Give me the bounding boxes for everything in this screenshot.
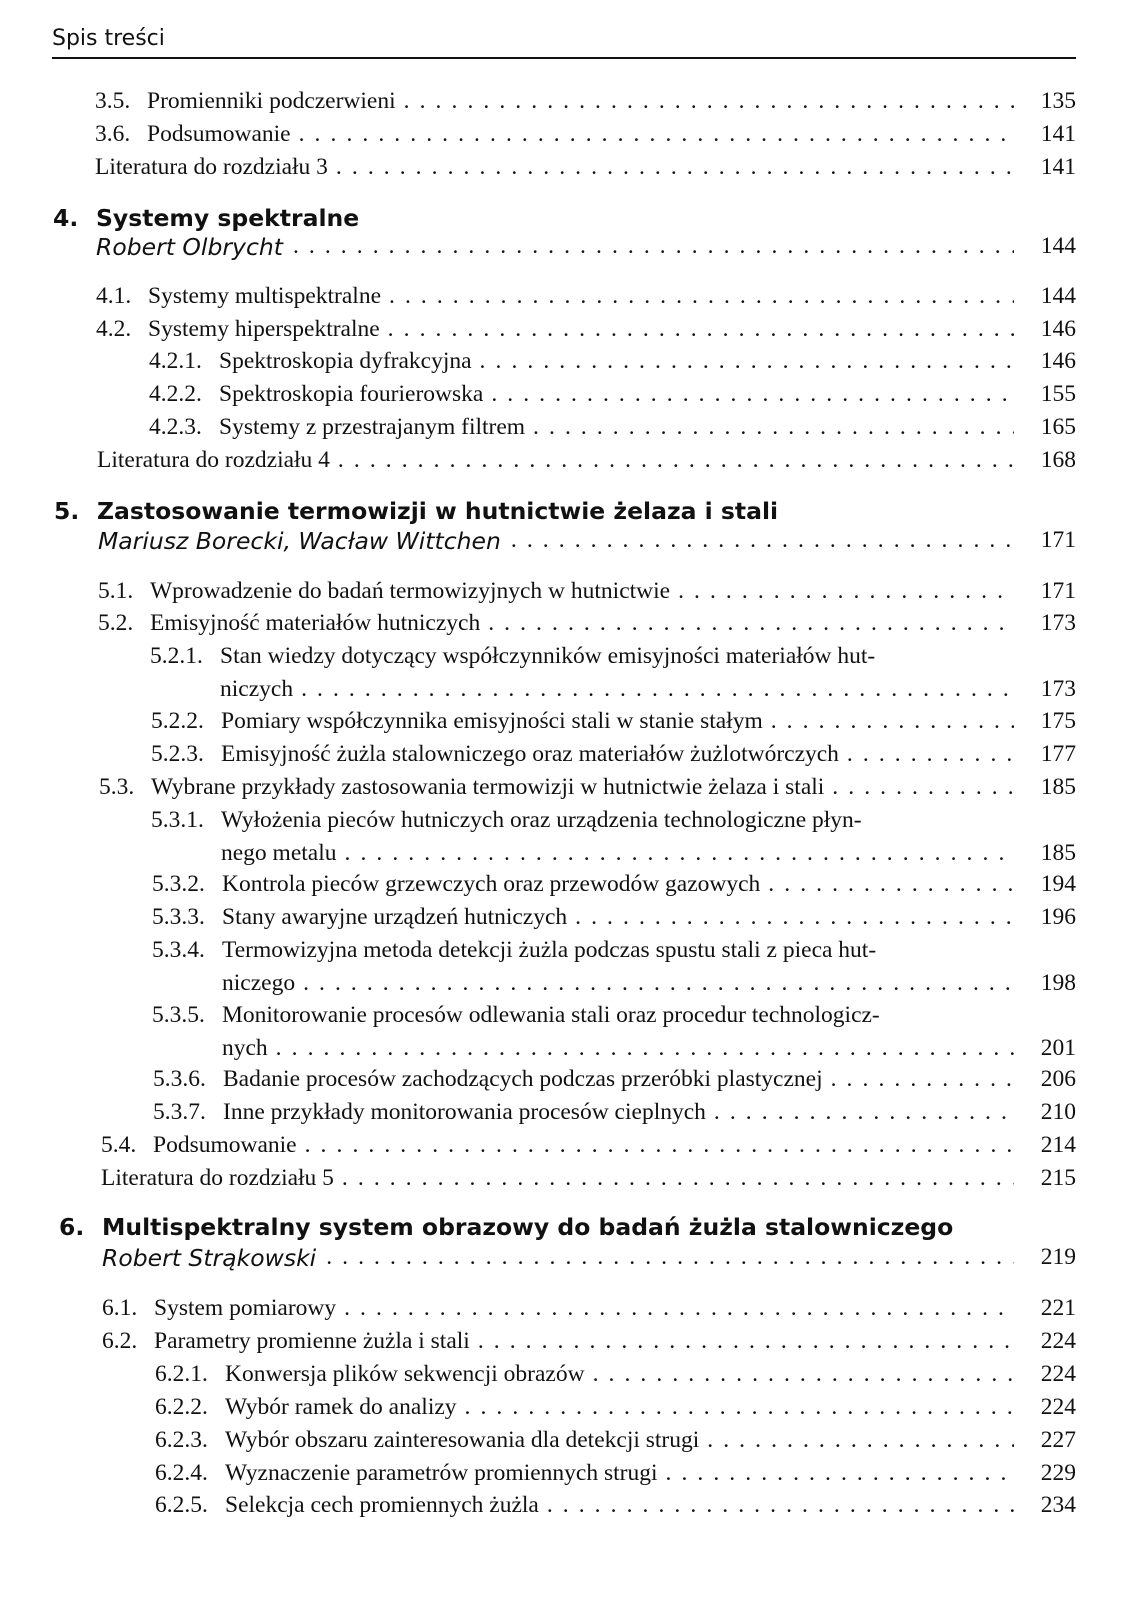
- section-number: 4.2.3.: [149, 414, 202, 440]
- section-number: 5.4.: [101, 1132, 137, 1158]
- toc-entry: [150, 643, 1076, 710]
- toc-entry: [155, 1427, 1076, 1461]
- toc-bibliography-entry: [97, 447, 1076, 481]
- page-number: 201: [1040, 1035, 1076, 1061]
- toc-entry: [95, 121, 1076, 155]
- toc-entry: [153, 1099, 1076, 1133]
- section-title: Kontrola pieców grzewczych oraz przewodów gazowych: [222, 871, 761, 897]
- section-title: Wyłożenia pieców hutniczych oraz urządzenia technologiczne płyn-: [221, 807, 862, 833]
- page-number: 177: [1040, 741, 1076, 767]
- toc-entry: [98, 610, 1076, 644]
- toc-entry: [98, 578, 1076, 612]
- leader-dots: [533, 414, 1014, 441]
- toc-entry: [155, 1361, 1076, 1395]
- toc-entry: [95, 88, 1076, 122]
- leader-dots: [326, 1244, 1014, 1271]
- toc-entry: [151, 807, 1076, 874]
- page-number: 229: [1040, 1460, 1076, 1486]
- section-title: Podsumowanie: [147, 121, 291, 147]
- leader-dots: [345, 840, 1014, 867]
- section-number: 4.2.: [96, 316, 132, 342]
- toc-entry: [96, 316, 1076, 350]
- section-number: 5.1.: [98, 578, 134, 604]
- leader-dots: [771, 708, 1014, 735]
- page-number: 234: [1040, 1492, 1076, 1518]
- author-name: Robert Strąkowski: [102, 1244, 317, 1272]
- page-number: 171: [1040, 527, 1076, 553]
- section-number: 6.2.: [102, 1328, 138, 1354]
- section-title: Selekcja cech promiennych żużla: [225, 1492, 539, 1518]
- leader-dots: [276, 1035, 1014, 1062]
- section-number: 5.2.3.: [151, 741, 204, 767]
- page-number: 146: [1040, 348, 1076, 374]
- page-number: 206: [1040, 1066, 1076, 1092]
- page-number: 194: [1040, 871, 1076, 897]
- page-number: 173: [1040, 610, 1076, 636]
- section-title: Systemy z przestrajanym filtrem: [219, 414, 526, 440]
- chapter-title: Zastosowanie termowizji w hutnictwie żelaza i stali: [97, 497, 779, 525]
- section-number: 5.3.5.: [152, 1002, 205, 1028]
- section-number: 6.2.3.: [155, 1427, 208, 1453]
- page-number: 215: [1040, 1165, 1076, 1191]
- leader-dots: [832, 774, 1014, 801]
- chapter-author: [98, 527, 1076, 561]
- leader-dots: [831, 1066, 1014, 1093]
- section-title-continuation: niczego: [222, 970, 296, 996]
- leader-dots: [342, 1165, 1014, 1192]
- section-number: 3.5.: [95, 88, 131, 114]
- section-number: 4.2.2.: [149, 381, 202, 407]
- page-number: 214: [1040, 1132, 1076, 1158]
- running-header: Spis treści: [52, 26, 165, 51]
- section-number: 5.2.1.: [150, 643, 203, 669]
- leader-dots: [465, 1394, 1014, 1421]
- section-number: 4.1.: [96, 283, 132, 309]
- leader-dots: [404, 88, 1014, 115]
- leader-dots: [593, 1361, 1014, 1388]
- page-number: 224: [1040, 1328, 1076, 1354]
- section-number: 6.2.5.: [155, 1492, 208, 1518]
- toc-entry: [99, 774, 1076, 808]
- section-number: 6.2.1.: [155, 1361, 208, 1387]
- page-number: 155: [1040, 381, 1076, 407]
- section-title-continuation: nego metalu: [221, 840, 337, 866]
- section-number: 5.3.3.: [152, 904, 205, 930]
- page-number: 198: [1040, 970, 1076, 996]
- section-title-continuation: nych: [222, 1035, 268, 1061]
- toc-entry: [152, 937, 1076, 1004]
- toc-bibliography-entry: [101, 1165, 1076, 1199]
- section-title: Wybór obszaru zainteresowania dla detekcji strugi: [225, 1427, 700, 1453]
- leader-dots: [575, 904, 1014, 931]
- toc-entry: [149, 381, 1076, 415]
- section-title: Systemy multispektralne: [148, 283, 382, 309]
- toc-entry: [102, 1328, 1076, 1362]
- page-number: 165: [1040, 414, 1076, 440]
- section-title: Stany awaryjne urządzeń hutniczych: [222, 904, 568, 930]
- section-title: Wyznaczenie parametrów promiennych strugi: [225, 1460, 658, 1486]
- section-title: Emisyjność materiałów hutniczych: [150, 610, 481, 636]
- leader-dots: [480, 348, 1014, 375]
- section-title: Systemy hiperspektralne: [148, 316, 380, 342]
- page-number: 224: [1040, 1394, 1076, 1420]
- chapter-number: 5.: [54, 497, 80, 525]
- leader-dots: [488, 610, 1014, 637]
- toc-entry: [152, 871, 1076, 905]
- chapter-number: 6.: [59, 1213, 85, 1241]
- section-number: 5.3.6.: [153, 1066, 206, 1092]
- leader-dots: [303, 970, 1014, 997]
- section-title: Wybrane przykłady zastosowania termowizji w hutnictwie żelaza i stali: [151, 774, 825, 800]
- author-name: Robert Olbrycht: [96, 233, 283, 261]
- leader-dots: [299, 121, 1014, 148]
- page-number: 185: [1040, 840, 1076, 866]
- section-title: Badanie procesów zachodzących podczas przeróbki plastycznej: [223, 1066, 823, 1092]
- leader-dots: [388, 316, 1014, 343]
- section-title: Termowizyjna metoda detekcji żużla podczas spustu stali z pieca hut-: [222, 937, 877, 963]
- leader-dots: [293, 233, 1014, 260]
- section-number: 5.3.7.: [153, 1099, 206, 1125]
- leader-dots: [305, 1132, 1014, 1159]
- toc-entry: [151, 708, 1076, 742]
- section-number: 5.2.2.: [151, 708, 204, 734]
- toc-entry: [96, 283, 1076, 317]
- section-number: 5.3.4.: [152, 937, 205, 963]
- page-number: 210: [1040, 1099, 1076, 1125]
- section-title: Promienniki podczerwieni: [147, 88, 396, 114]
- page-number: 224: [1040, 1361, 1076, 1387]
- page-number: 135: [1040, 88, 1076, 114]
- leader-dots: [666, 1460, 1014, 1487]
- page-number: 171: [1040, 578, 1076, 604]
- leader-dots: [338, 447, 1014, 474]
- toc-entry: [152, 904, 1076, 938]
- leader-dots: [478, 1328, 1014, 1355]
- toc-entry: [149, 348, 1076, 382]
- section-title: Literatura do rozdziału 4: [97, 447, 330, 473]
- page-number: 173: [1040, 676, 1076, 702]
- section-title: Stan wiedzy dotyczący współczynników emisyjności materiałów hut-: [220, 643, 876, 669]
- toc-entry: [155, 1492, 1076, 1526]
- section-number: 5.3.2.: [152, 871, 205, 897]
- page-number: 146: [1040, 316, 1076, 342]
- toc-bibliography-entry: [95, 154, 1076, 188]
- leader-dots: [336, 154, 1014, 181]
- chapter-title: Systemy spektralne: [96, 204, 360, 232]
- page-number: 227: [1040, 1427, 1076, 1453]
- page-number: 141: [1040, 154, 1076, 180]
- section-title: Wprowadzenie do badań termowizyjnych w hutnictwie: [150, 578, 671, 604]
- leader-dots: [707, 1427, 1014, 1454]
- toc-entry: [149, 414, 1076, 448]
- leader-dots: [511, 527, 1014, 554]
- section-number: 5.3.: [99, 774, 135, 800]
- leader-dots: [847, 741, 1014, 768]
- section-number: 5.2.: [98, 610, 134, 636]
- chapter-author: [96, 233, 1076, 267]
- section-number: 5.3.1.: [151, 807, 204, 833]
- section-number: 6.1.: [102, 1295, 138, 1321]
- toc-entry: [102, 1295, 1076, 1329]
- section-number: 3.6.: [95, 121, 131, 147]
- section-title: Emisyjność żużla stalowniczego oraz materiałów żużlotwórczych: [221, 741, 839, 767]
- toc-entry: [151, 741, 1076, 775]
- leader-dots: [389, 283, 1014, 310]
- page-number: 185: [1040, 774, 1076, 800]
- section-number: 6.2.4.: [155, 1460, 208, 1486]
- leader-dots: [301, 676, 1014, 703]
- section-number: 4.2.1.: [149, 348, 202, 374]
- leader-dots: [547, 1492, 1014, 1519]
- section-title: Literatura do rozdziału 5: [101, 1165, 334, 1191]
- section-title: Podsumowanie: [153, 1132, 297, 1158]
- section-title: Wybór ramek do analizy: [225, 1394, 457, 1420]
- section-title: Pomiary współczynnika emisyjności stali w stanie stałym: [221, 708, 763, 734]
- leader-dots: [344, 1295, 1014, 1322]
- page-number: 196: [1040, 904, 1076, 930]
- leader-dots: [768, 871, 1014, 898]
- chapter-title: Multispektralny system obrazowy do badań żużla stalowniczego: [102, 1213, 954, 1241]
- page-number: 221: [1040, 1295, 1076, 1321]
- page-number: 141: [1040, 121, 1076, 147]
- toc-entry: [155, 1394, 1076, 1428]
- toc-entry: [155, 1460, 1076, 1494]
- section-title: Parametry promienne żużla i stali: [154, 1328, 470, 1354]
- leader-dots: [678, 578, 1014, 605]
- section-title: Spektroskopia dyfrakcyjna: [219, 348, 472, 374]
- page-number: 219: [1040, 1244, 1076, 1270]
- page-number: 144: [1040, 283, 1076, 309]
- section-title: Literatura do rozdziału 3: [95, 154, 328, 180]
- section-title: Spektroskopia fourierowska: [219, 381, 484, 407]
- chapter-number: 4.: [53, 204, 79, 232]
- page-number: 168: [1040, 447, 1076, 473]
- section-title-continuation: niczych: [220, 676, 294, 702]
- page-number: 144: [1040, 233, 1076, 259]
- section-title: Monitorowanie procesów odlewania stali oraz procedur technologicz-: [222, 1002, 880, 1028]
- section-title: System pomiarowy: [154, 1295, 337, 1321]
- toc-entry: [101, 1132, 1076, 1166]
- section-number: 6.2.2.: [155, 1394, 208, 1420]
- leader-dots: [714, 1099, 1014, 1126]
- toc-entry: [153, 1066, 1076, 1100]
- leader-dots: [491, 381, 1014, 408]
- toc-entry: [152, 1002, 1076, 1069]
- section-title: Inne przykłady monitorowania procesów cieplnych: [223, 1099, 706, 1125]
- page-number: 175: [1040, 708, 1076, 734]
- author-name: Mariusz Borecki, Wacław Wittchen: [98, 527, 501, 555]
- chapter-author: [102, 1244, 1076, 1278]
- section-title: Konwersja plików sekwencji obrazów: [225, 1361, 585, 1387]
